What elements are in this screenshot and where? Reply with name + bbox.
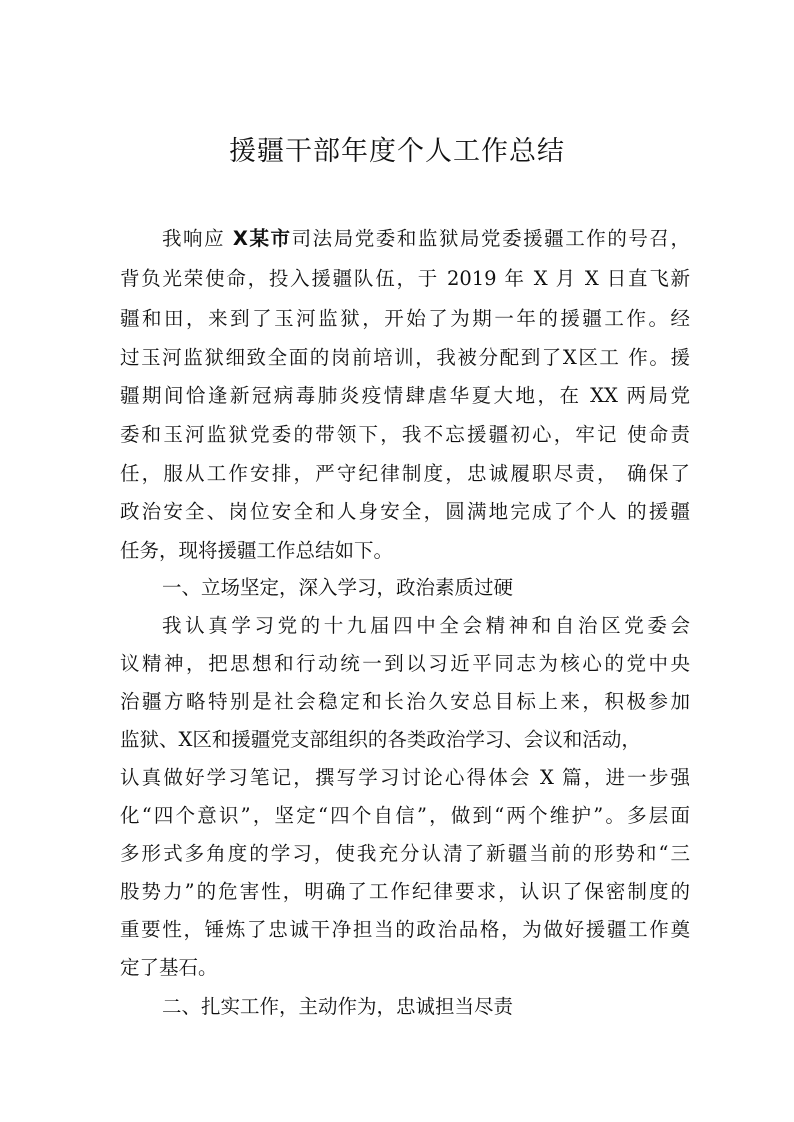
paragraph-1-line-6: 委和玉河监狱党委的带领下，我不忘援疆初心，牢记 使命责 xyxy=(120,423,690,446)
paragraph-2-line-4: 监狱、X区和援疆党支部组织的各类政治学习、会议和活动， xyxy=(120,728,641,751)
paragraph-2-line-2: 议精神，把思想和行动统一到以习近平同志为核心的党中央 xyxy=(120,652,690,675)
paragraph-2-line-8: 股势力”的危害性，明确了工作纪律要求，认识了保密制度的 xyxy=(120,880,690,903)
paragraph-1-line-5: 疆期间恰逢新冠病毒肺炎疫情肆虐华夏大地，在 XX 两局党 xyxy=(120,384,690,407)
paragraph-1-line-8: 政治安全、岗位安全和人身安全，圆满地完成了个人 的援疆 xyxy=(120,500,690,523)
paragraph-1-line-9: 任务，现将援疆工作总结如下。 xyxy=(120,539,394,562)
org-name-bold: X某市 xyxy=(232,227,292,250)
text-run: 司法局党委和监狱局党委援疆工作的号召， xyxy=(291,227,690,250)
paragraph-2-line-7: 多形式多角度的学习，使我充分认清了新疆当前的形势和“三 xyxy=(120,842,690,865)
paragraph-2-line-3: 治疆方略特别是社会稳定和长治久安总目标上来，积极参加 xyxy=(120,690,690,713)
paragraph-1-line-4: 过玉河监狱细致全面的岗前培训，我被分配到了X区工 作。援 xyxy=(120,346,690,369)
paragraph-2-line-10: 定了基石。 xyxy=(120,956,218,979)
paragraph-2-line-5: 认真做好学习笔记，撰写学习讨论心得体会 X 篇，进一步强 xyxy=(120,766,690,789)
text-run: 我响应 xyxy=(162,227,233,250)
paragraph-2-line-6: 化“四个意识”，坚定“四个自信”，做到“两个维护”。多层面 xyxy=(120,804,690,827)
section-heading-1: 一、立场坚定，深入学习，政治素质过硬 xyxy=(162,576,514,599)
paragraph-1-line-1 xyxy=(162,224,690,254)
paragraph-1-line-7: 任，服从工作安排，严守纪律制度，忠诚履职尽责， 确保了 xyxy=(120,462,690,485)
paragraph-1-line-3: 疆和田，来到了玉河监狱，开始了为期一年的援疆工作。经 xyxy=(120,307,690,330)
paragraph-2-line-9: 重要性，锤炼了忠诚干净担当的政治品格，为做好援疆工作奠 xyxy=(120,918,690,941)
paragraph-1-line-2: 背负光荣使命，投入援疆队伍，于 2019 年 X 月 X 日直飞新 xyxy=(120,267,690,290)
document-title: 援疆干部年度个人工作总结 xyxy=(229,136,565,167)
section-heading-2: 二、扎实工作，主动作为，忠诚担当尽责 xyxy=(162,995,514,1018)
paragraph-2-line-1: 我认真学习党的十九届四中全会精神和自治区党委会 xyxy=(162,614,690,637)
